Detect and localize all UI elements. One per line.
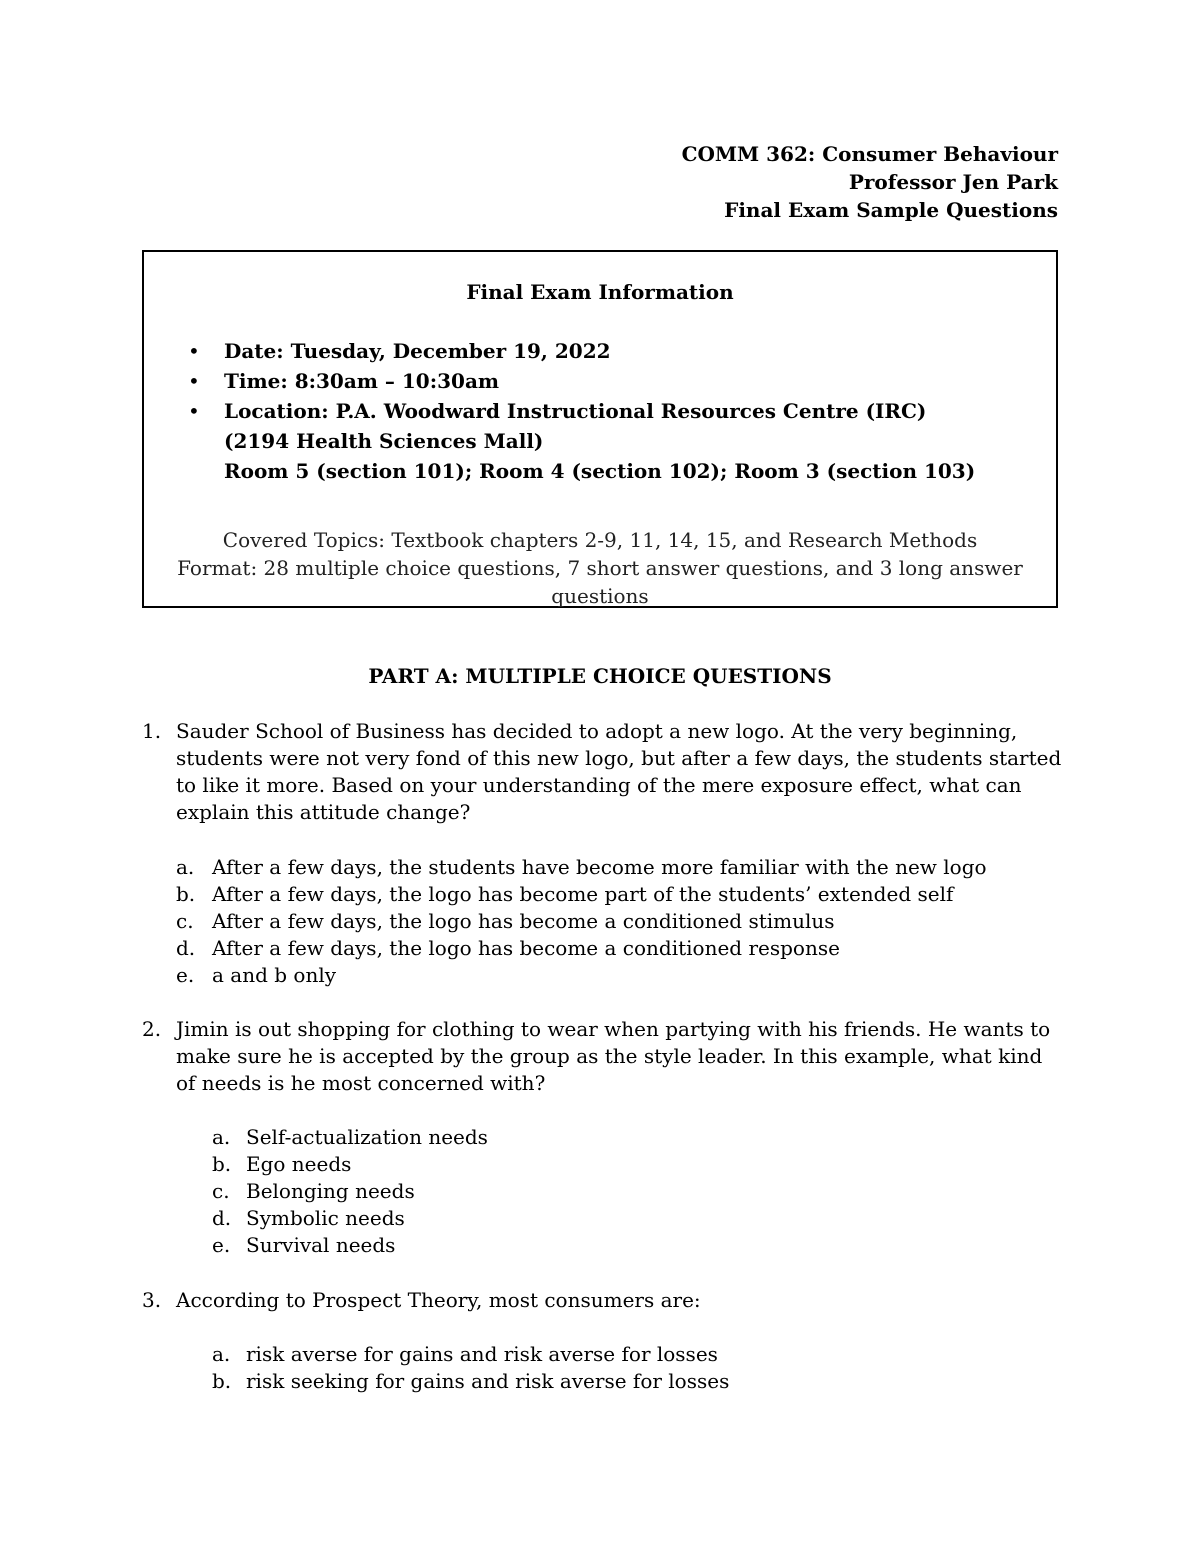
option-text: Belonging needs <box>246 1179 415 1203</box>
question-number: 3. <box>142 1288 162 1312</box>
option-b <box>212 1151 488 1178</box>
course-title: COMM 362: Consumer Behaviour <box>681 142 1058 166</box>
option-text: Self-actualization needs <box>246 1125 488 1149</box>
document-header <box>682 140 1058 224</box>
option-d <box>176 935 987 962</box>
option-a <box>176 854 987 881</box>
option-b <box>176 881 987 908</box>
option-text: After a few days, the logo has become part of the students’ extended self <box>212 882 954 906</box>
option-c <box>176 908 987 935</box>
option-letter: e. <box>212 1233 231 1257</box>
option-text: After a few days, the logo has become a conditioned stimulus <box>212 909 835 933</box>
question-2 <box>142 1016 1062 1097</box>
exam-info-footer <box>144 526 1056 610</box>
exam-location-line1: Location: P.A. Woodward Instructional Resources Centre (IRC) <box>224 399 927 423</box>
question-text: According to Prospect Theory, most consumers are: <box>176 1288 701 1312</box>
exam-info-list <box>144 336 975 486</box>
option-letter: a. <box>212 1342 231 1366</box>
option-b <box>212 1368 729 1395</box>
question-3 <box>142 1287 1062 1314</box>
exam-time-text: Time: 8:30am – 10:30am <box>224 369 500 393</box>
option-text: a and b only <box>212 963 337 987</box>
option-letter: b. <box>176 882 196 906</box>
option-letter: d. <box>212 1206 232 1230</box>
option-text: After a few days, the logo has become a conditioned response <box>212 936 840 960</box>
question-3-options <box>212 1341 729 1395</box>
option-letter: b. <box>212 1369 232 1393</box>
option-text: Ego needs <box>246 1152 352 1176</box>
option-text: risk seeking for gains and risk averse for losses <box>246 1369 730 1393</box>
option-a <box>212 1341 729 1368</box>
exam-location <box>144 396 975 486</box>
option-e <box>212 1232 488 1259</box>
part-a-heading: PART A: MULTIPLE CHOICE QUESTIONS <box>368 664 832 688</box>
option-d <box>212 1205 488 1232</box>
covered-topics: Covered Topics: Textbook chapters 2-9, 11, 14, 15, and Research Methods <box>222 528 978 552</box>
option-letter: c. <box>212 1179 230 1203</box>
option-e <box>176 962 987 989</box>
option-letter: a. <box>176 855 195 879</box>
exam-time <box>144 366 975 396</box>
bullet-icon: • <box>188 369 200 393</box>
option-text: Survival needs <box>246 1233 396 1257</box>
option-text: After a few days, the students have become more familiar with the new logo <box>212 855 987 879</box>
exam-location-line2: (2194 Health Sciences Mall) <box>224 429 544 453</box>
exam-date-text: Date: Tuesday, December 19, 2022 <box>224 339 611 363</box>
option-letter: c. <box>176 909 194 933</box>
document-title: Final Exam Sample Questions <box>724 198 1058 222</box>
question-2-options <box>212 1124 488 1259</box>
question-number: 2. <box>142 1017 162 1041</box>
exam-info-title: Final Exam Information <box>466 280 734 304</box>
question-text: Jimin is out shopping for clothing to wear when partying with his friends. He wants to make sure he is accepted by the group as the style leader. In this example, what kind of needs is he most concerned with? <box>176 1017 1051 1095</box>
option-letter: b. <box>212 1152 232 1176</box>
question-1 <box>142 718 1062 826</box>
professor-name: Professor Jen Park <box>848 170 1058 194</box>
exam-location-line3: Room 5 (section 101); Room 4 (section 102); Room 3 (section 103) <box>224 459 976 483</box>
exam-info-box <box>142 250 1058 608</box>
bullet-icon: • <box>188 399 200 423</box>
question-1-options <box>176 854 987 989</box>
option-letter: e. <box>176 963 195 987</box>
option-text: risk averse for gains and risk averse for losses <box>246 1342 718 1366</box>
exam-date <box>144 336 975 366</box>
question-number: 1. <box>142 719 162 743</box>
bullet-icon: • <box>188 339 200 363</box>
option-letter: d. <box>176 936 196 960</box>
question-text: Sauder School of Business has decided to adopt a new logo. At the very beginning, students were not very fond of this new logo, but after a few days, the students started to like it more. Based on your understanding of the mere exposure effect, what can explain this attitude change? <box>176 719 1062 824</box>
option-c <box>212 1178 488 1205</box>
option-text: Symbolic needs <box>246 1206 405 1230</box>
option-a <box>212 1124 488 1151</box>
option-letter: a. <box>212 1125 231 1149</box>
exam-format: Format: 28 multiple choice questions, 7 short answer questions, and 3 long answer questions <box>177 556 1023 608</box>
